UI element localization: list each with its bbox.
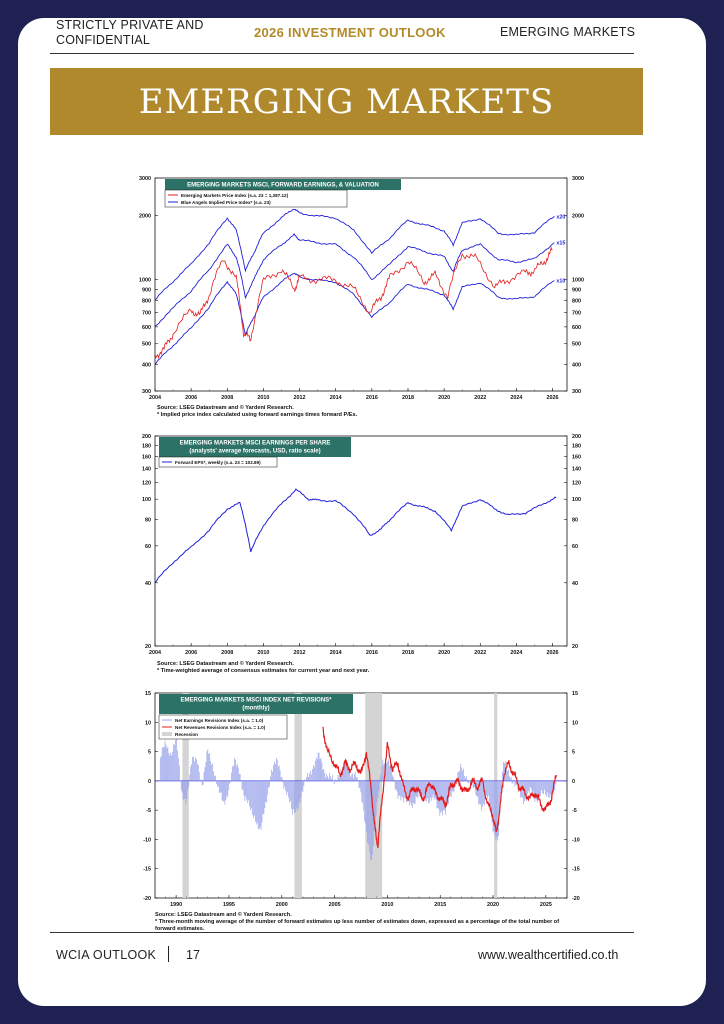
- valuation-xlabel-1: 2006: [185, 395, 198, 401]
- valuation-ylabel-left-2: 1000: [139, 277, 151, 284]
- revisions-subtitle: (monthly): [242, 705, 270, 712]
- revisions-legend-label-2: Recession: [175, 732, 198, 737]
- eps-title: EMERGING MARKETS MSCI EARNINGS PER SHARE: [179, 440, 331, 447]
- valuation-ylabel-left-6: 600: [142, 324, 151, 331]
- chart-valuation-source: Source: LSEG Datastream and © Yardeni Research.: [157, 405, 294, 411]
- eps-xlabel-5: 2014: [329, 650, 342, 656]
- revisions-xlabel-7: 2025: [539, 902, 552, 908]
- eps-ylabel-left-1: 180: [142, 443, 151, 450]
- revisions-ylabel-left-4: -5: [146, 808, 151, 815]
- revisions-ylabel-right-5: -10: [572, 837, 580, 844]
- eps-ylabel-right-1: 180: [572, 443, 581, 450]
- eps-xlabel-10: 2024: [510, 650, 523, 656]
- valuation-xlabel-6: 2016: [365, 395, 378, 401]
- eps-xlabel-1: 2006: [185, 650, 198, 656]
- valuation-ylabel-right-9: 300: [572, 389, 581, 395]
- eps-svg: [137, 430, 587, 658]
- valuation-annotation-x10: x10: [556, 278, 566, 285]
- valuation-xlabel-10: 2024: [510, 395, 523, 401]
- eps-ylabel-right-8: 40: [572, 580, 578, 587]
- valuation-ylabel-right-6: 600: [572, 324, 581, 331]
- eps-legend-label-0: Forward EPS*, weekly (s.a. 23 = 102.89): [175, 460, 261, 465]
- revisions-ylabel-left-1: 10: [145, 720, 151, 727]
- eps-ylabel-left-7: 60: [145, 543, 151, 550]
- chart-valuation-footnote: * Implied price index calculated using forward earnings times forward P/Es.: [157, 412, 358, 418]
- eps-ylabel-right-9: 20: [572, 644, 578, 650]
- valuation-ylabel-right-1: 2000: [572, 213, 584, 220]
- footer-separator: [168, 946, 169, 962]
- valuation-ylabel-left-3: 900: [142, 287, 151, 294]
- banner-title: EMERGING MARKETS: [138, 82, 555, 122]
- eps-xlabel-9: 2022: [474, 650, 487, 656]
- eps-subtitle: (analysts' average forecasts, USD, ratio scale): [189, 448, 321, 455]
- header-confidential: STRICTLY PRIVATE AND CONFIDENTIAL: [56, 18, 204, 47]
- revisions-ylabel-right-3: 0: [572, 778, 575, 785]
- valuation-ylabel-right-7: 500: [572, 341, 581, 348]
- revisions-legend-label-1: Net Revenues Revisions Index (s.a. = 1.0): [175, 725, 266, 730]
- valuation-legend-label-0: Emerging Markets Price Index (s.a. 23 = 1,387.12): [181, 193, 289, 198]
- valuation-ylabel-left-5: 700: [142, 310, 151, 317]
- valuation-title: EMERGING MARKETS MSCI, FORWARD EARNINGS, & VALUATION: [187, 182, 379, 189]
- footer-divider: [50, 932, 634, 933]
- valuation-ylabel-right-8: 400: [572, 362, 581, 369]
- eps-xlabel-4: 2012: [293, 650, 306, 656]
- header-divider: [50, 53, 634, 54]
- eps-ylabel-right-4: 120: [572, 480, 581, 487]
- revisions-xlabel-0: 1990: [170, 902, 183, 908]
- chart-eps-source: Source: LSEG Datastream and © Yardeni Research.: [157, 661, 294, 667]
- chart-valuation-notes: [157, 405, 357, 419]
- valuation-xlabel-0: 2004: [149, 395, 161, 401]
- valuation-svg: [137, 170, 587, 405]
- valuation-ylabel-right-4: 800: [572, 298, 581, 305]
- valuation-xlabel-5: 2014: [329, 395, 342, 401]
- valuation-plot-frame: [155, 178, 567, 391]
- chart-revisions-notes: [155, 912, 575, 933]
- eps-xlabel-3: 2010: [257, 650, 270, 656]
- revisions-ylabel-left-0: 15: [145, 691, 151, 697]
- footer-publication: WCIA OUTLOOK: [56, 948, 157, 962]
- valuation-xlabel-8: 2020: [438, 395, 451, 401]
- valuation-ylabel-left-4: 800: [142, 298, 151, 305]
- eps-xlabel-6: 2016: [365, 650, 378, 656]
- footer-website-link[interactable]: www.wealthcertified.co.th: [478, 948, 619, 962]
- revisions-ylabel-left-5: -10: [143, 837, 151, 844]
- revisions-ylabel-right-6: -15: [572, 866, 580, 873]
- chart-revisions-source: Source: LSEG Datastream and © Yardeni Research.: [155, 912, 292, 918]
- revisions-xlabel-5: 2015: [434, 902, 447, 908]
- eps-ylabel-right-6: 80: [572, 517, 578, 524]
- page-number: 17: [186, 948, 200, 962]
- valuation-annotation-x15: x15: [556, 240, 566, 247]
- chart-eps-footnote: * Time-weighted average of consensus estimates for current year and next year.: [157, 668, 370, 674]
- valuation-ylabel-left-0: 3000: [139, 176, 151, 182]
- section-banner: [50, 68, 643, 135]
- valuation-ylabel-left-1: 2000: [139, 213, 151, 220]
- header-section: EMERGING MARKETS: [500, 25, 636, 39]
- chart-valuation: [137, 170, 587, 405]
- revisions-xlabel-1: 1995: [222, 902, 235, 908]
- eps-ylabel-left-6: 80: [145, 517, 151, 524]
- valuation-ylabel-right-2: 1000: [572, 277, 584, 284]
- eps-xlabel-11: 2026: [546, 650, 559, 656]
- eps-ylabel-left-3: 140: [142, 466, 151, 473]
- valuation-ylabel-left-7: 500: [142, 341, 151, 348]
- valuation-xlabel-7: 2018: [401, 395, 414, 401]
- header-outlook-title: 2026 INVESTMENT OUTLOOK: [254, 25, 446, 40]
- revisions-xlabel-3: 2005: [328, 902, 341, 908]
- revisions-ylabel-right-1: 10: [572, 720, 578, 727]
- eps-ylabel-right-3: 140: [572, 466, 581, 473]
- revisions-ylabel-right-0: 15: [572, 691, 578, 697]
- valuation-ylabel-right-3: 900: [572, 287, 581, 294]
- valuation-xlabel-3: 2010: [257, 395, 270, 401]
- eps-xlabel-8: 2020: [438, 650, 451, 656]
- eps-ylabel-right-2: 160: [572, 454, 581, 461]
- revisions-ylabel-left-2: 5: [148, 749, 151, 756]
- eps-ylabel-right-7: 60: [572, 543, 578, 550]
- revisions-ylabel-right-7: -20: [572, 896, 580, 902]
- revisions-xlabel-2: 2000: [275, 902, 288, 908]
- eps-plot-frame: [155, 436, 567, 646]
- valuation-ylabel-right-0: 3000: [572, 176, 584, 182]
- revisions-legend-label-0: Net Earnings Revisions Index (s.a. = 1.0): [175, 718, 264, 723]
- revisions-legend-swatch-2: [162, 732, 172, 736]
- eps-xlabel-0: 2004: [149, 650, 161, 656]
- revisions-title: EMERGING MARKETS MSCI INDEX NET REVISIONS*: [180, 697, 332, 704]
- revisions-ylabel-right-4: -5: [572, 808, 577, 815]
- eps-ylabel-left-0: 200: [142, 434, 151, 440]
- eps-ylabel-left-8: 40: [145, 580, 151, 587]
- valuation-ylabel-left-9: 300: [142, 389, 151, 395]
- eps-xlabel-2: 2008: [221, 650, 234, 656]
- revisions-xlabel-4: 2010: [381, 902, 394, 908]
- eps-ylabel-right-0: 200: [572, 434, 581, 440]
- chart-revisions: [137, 688, 587, 910]
- eps-xlabel-7: 2018: [401, 650, 414, 656]
- chart-revisions-footnote: * Three-month moving average of the number of forward estimates up less number of estimates down, expressed as a percentage of the total number of forward estimates.: [155, 919, 560, 932]
- eps-ylabel-left-4: 120: [142, 480, 151, 487]
- revisions-ylabel-left-3: 0: [148, 778, 151, 785]
- valuation-xlabel-11: 2026: [546, 395, 559, 401]
- eps-ylabel-right-5: 100: [572, 497, 581, 504]
- valuation-ylabel-right-5: 700: [572, 310, 581, 317]
- revisions-ylabel-right-2: 5: [572, 749, 575, 756]
- valuation-annotation-x20: x20: [556, 214, 566, 221]
- eps-ylabel-left-2: 160: [142, 454, 151, 461]
- valuation-ylabel-left-8: 400: [142, 362, 151, 369]
- valuation-xlabel-9: 2022: [474, 395, 487, 401]
- eps-ylabel-left-5: 100: [142, 497, 151, 504]
- chart-eps: [137, 430, 587, 658]
- valuation-xlabel-4: 2012: [293, 395, 306, 401]
- revisions-ylabel-left-6: -15: [143, 866, 151, 873]
- chart-eps-notes: [157, 661, 369, 675]
- valuation-xlabel-2: 2008: [221, 395, 234, 401]
- eps-ylabel-left-9: 20: [145, 644, 151, 650]
- revisions-xlabel-6: 2020: [487, 902, 500, 908]
- valuation-legend-label-1: Blue Angels Implied Price Index* (s.a. 23): [181, 200, 271, 205]
- revisions-ylabel-left-7: -20: [143, 896, 151, 902]
- revisions-svg: [137, 688, 587, 910]
